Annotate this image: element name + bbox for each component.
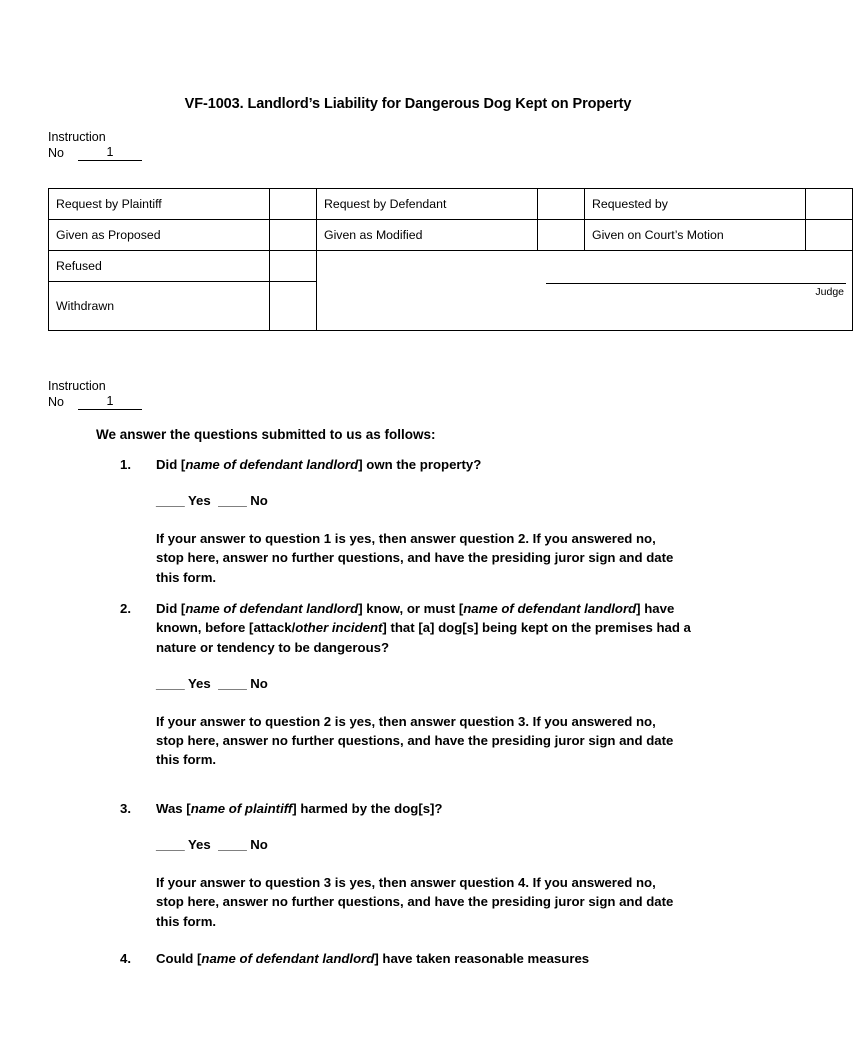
question-1-no-blank[interactable]: ____ — [218, 493, 247, 509]
cell-given-on-courts-motion: Given on Court’s Motion — [585, 220, 806, 251]
question-1 — [120, 455, 720, 587]
judge-signature-area[interactable] — [317, 251, 853, 331]
checkbox-given-on-courts-motion[interactable] — [806, 220, 853, 251]
checkbox-request-by-defendant[interactable] — [538, 189, 585, 220]
question-4-row — [120, 949, 720, 968]
cell-request-by-plaintiff: Request by Plaintiff — [49, 189, 270, 220]
checkbox-refused[interactable] — [270, 251, 317, 282]
disposition-table — [48, 188, 853, 331]
question-3-row — [120, 799, 720, 818]
question-3-yes-label: Yes — [187, 837, 211, 853]
question-2 — [120, 599, 720, 770]
instruction-label-body: Instruction — [48, 379, 106, 393]
question-2-condition: If your answer to question 2 is yes, then answer question 3. If you answered no, stop here, answer no further questions, and have the presiding juror sign and date this form. — [156, 713, 674, 768]
checkbox-given-as-modified[interactable] — [538, 220, 585, 251]
instruction-number-field-top[interactable]: 1 — [78, 145, 142, 161]
cell-withdrawn: Withdrawn — [49, 282, 270, 331]
instruction-no-label-body: No — [48, 395, 64, 409]
table-row — [49, 251, 853, 282]
question-4-text: Could [name of defendant landlord] have taken reasonable measures — [156, 951, 590, 966]
question-3 — [120, 799, 720, 931]
instruction-no-line-body — [48, 394, 142, 410]
instruction-number-field-body[interactable]: 1 — [78, 394, 142, 410]
instruction-label-top: Instruction — [48, 130, 106, 144]
question-1-condition: If your answer to question 1 is yes, then answer question 2. If you answered no, stop here, answer no further questions, and have the presiding juror sign and date this form. — [156, 530, 674, 585]
checkbox-requested-by[interactable] — [806, 189, 853, 220]
question-4 — [120, 949, 720, 968]
question-1-answer-row — [156, 491, 720, 510]
cell-given-as-modified: Given as Modified — [317, 220, 538, 251]
cell-refused: Refused — [49, 251, 270, 282]
instruction-no-label-top: No — [48, 146, 64, 160]
question-3-answer-row — [156, 835, 720, 854]
cell-request-by-defendant: Request by Defendant — [317, 189, 538, 220]
instruction-number-body — [48, 378, 142, 410]
question-2-no-label: No — [250, 676, 268, 692]
question-1-yes-label: Yes — [187, 493, 211, 509]
answer-heading: We answer the questions submitted to us as follows: — [96, 427, 436, 442]
instruction-no-line-top — [48, 145, 142, 161]
judge-signature-line[interactable] — [546, 282, 846, 284]
question-1-number: 1. — [120, 457, 131, 472]
question-1-row — [120, 455, 720, 474]
cell-requested-by: Requested by — [585, 189, 806, 220]
question-3-condition: If your answer to question 3 is yes, then answer question 4. If you answered no, stop here, answer no further questions, and have the presiding juror sign and date this form. — [156, 874, 674, 929]
question-1-yes-blank[interactable]: ____ — [156, 493, 185, 509]
table-row — [49, 220, 853, 251]
question-1-no-label: No — [250, 493, 268, 509]
question-3-no-blank[interactable]: ____ — [218, 837, 247, 853]
cell-given-as-proposed: Given as Proposed — [49, 220, 270, 251]
judge-signature-inner — [324, 282, 846, 299]
question-2-text: Did [name of defendant landlord] know, or must [name of defendant landlord] have known, before [attack/other incident] that [a] dog[s] being kept on the premises had a nature or tendency to be dangerous? — [156, 601, 691, 655]
question-2-number: 2. — [120, 601, 131, 616]
table-row — [49, 189, 853, 220]
question-2-row — [120, 599, 720, 657]
question-2-yes-label: Yes — [187, 676, 211, 692]
question-2-yes-blank[interactable]: ____ — [156, 676, 185, 692]
judge-signature-label: Judge — [815, 286, 844, 298]
question-1-text: Did [name of defendant landlord] own the property? — [156, 457, 482, 472]
question-4-number: 4. — [120, 951, 131, 966]
checkbox-given-as-proposed[interactable] — [270, 220, 317, 251]
question-3-number: 3. — [120, 801, 131, 816]
question-2-answer-row — [156, 674, 720, 693]
instruction-number-top — [48, 129, 142, 161]
question-3-no-label: No — [250, 837, 268, 853]
question-3-yes-blank[interactable]: ____ — [156, 837, 185, 853]
question-2-no-blank[interactable]: ____ — [218, 676, 247, 692]
checkbox-request-by-plaintiff[interactable] — [270, 189, 317, 220]
checkbox-withdrawn[interactable] — [270, 282, 317, 331]
page-title: VF-1003. Landlord’s Liability for Dangerous Dog Kept on Property — [184, 96, 632, 112]
question-3-text: Was [name of plaintiff] harmed by the dog[s]? — [156, 801, 443, 816]
